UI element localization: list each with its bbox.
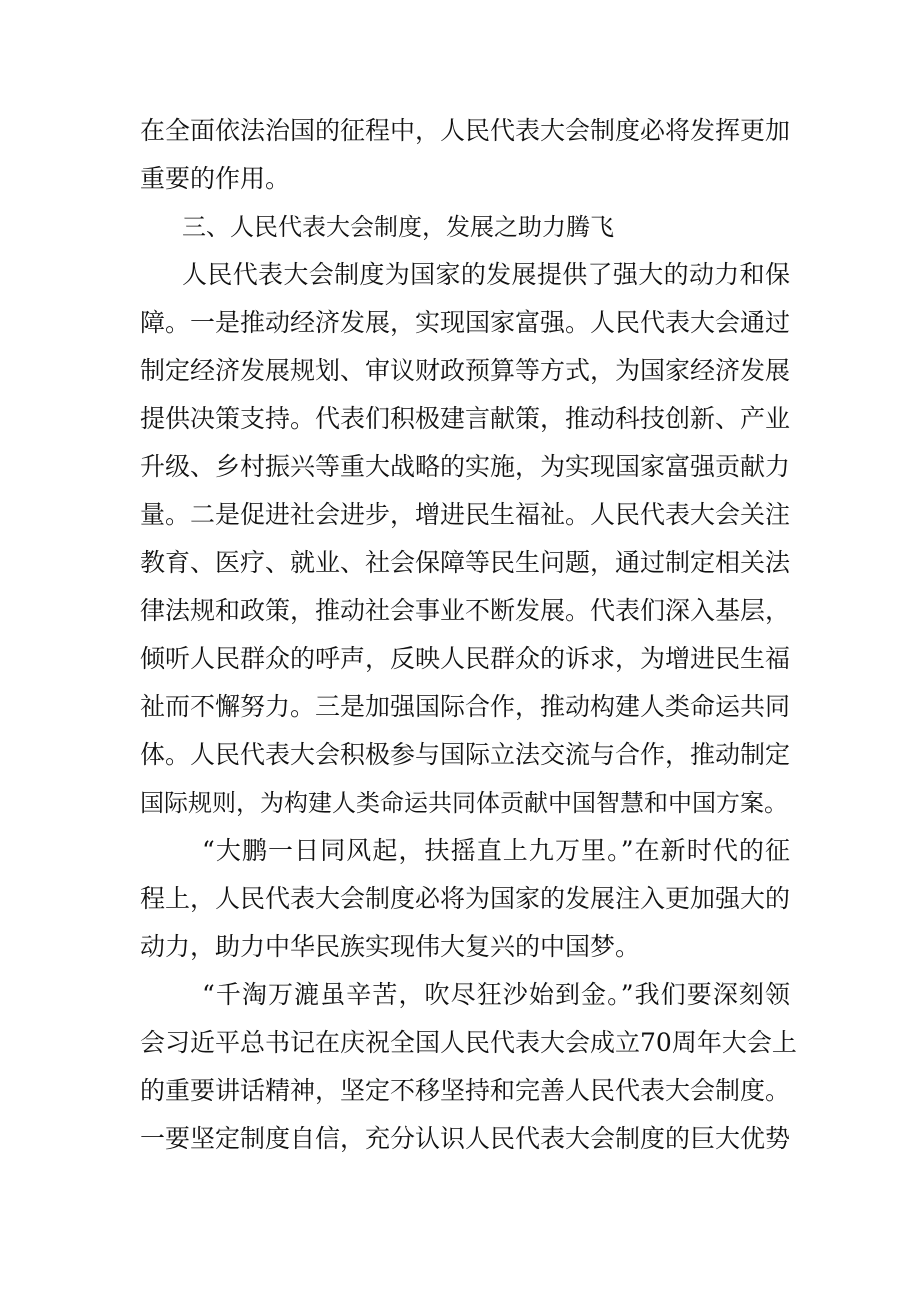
text-line: 制定经济发展规划、审议财政预算等方式，为国家经济发展 xyxy=(140,356,791,385)
text-line: 升级、乡村振兴等重大战略的实施，为实现国家富强贡献力 xyxy=(140,452,791,481)
text-line: 提供决策支持。代表们积极建言献策，推动科技创新、产业 xyxy=(140,404,791,433)
text-line: 重要的作用。 xyxy=(140,164,291,193)
text-line: 会习近平总书记在庆祝全国人民代表大会成立70周年大会上 xyxy=(140,1028,797,1057)
text-line: 程上，人民代表大会制度必将为国家的发展注入更加强大的 xyxy=(140,884,791,913)
text-line: 体。人民代表大会积极参与国际立法交流与合作，推动制定 xyxy=(140,740,791,769)
text-line: 一要坚定制度自信，充分认识人民代表大会制度的巨大优势 xyxy=(140,1124,791,1153)
text-line: 国际规则，为构建人类命运共同体贡献中国智慧和中国方案。 xyxy=(140,789,788,817)
text-line: 律法规和政策，推动社会事业不断发展。代表们深入基层， xyxy=(140,596,791,625)
text-line: 量。二是促进社会进步，增进民生福祉。人民代表大会关注 xyxy=(140,500,791,529)
text-line: 教育、医疗、就业、社会保障等民生问题，通过制定相关法 xyxy=(140,548,791,577)
text-line: 障。一是推动经济发展，实现国家富强。人民代表大会通过 xyxy=(140,308,791,337)
text-line: 祉而不懈努力。三是加强国际合作，推动构建人类命运共同 xyxy=(140,692,791,721)
text-line: 动力，助力中华民族实现伟大复兴的中国梦。 xyxy=(140,932,641,961)
text-line: “千淘万漉虽辛苦，吹尽狂沙始到金。”我们要深刻领 xyxy=(202,980,790,1009)
text-line: 的重要讲话精神，坚定不移坚持和完善人民代表大会制度。 xyxy=(140,1076,791,1105)
text-line: “大鹏一日同风起，扶摇直上九万里。”在新时代的征 xyxy=(202,836,790,865)
text-line: 倾听人民群众的呼声，反映人民群众的诉求，为增进民生福 xyxy=(140,644,791,673)
text-line: 在全面依法治国的征程中，人民代表大会制度必将发挥更加 xyxy=(140,116,791,145)
text-line: 人民代表大会制度为国家的发展提供了强大的动力和保 xyxy=(182,260,790,289)
section-heading: 三、人民代表大会制度，发展之助力腾飞 xyxy=(182,213,614,241)
